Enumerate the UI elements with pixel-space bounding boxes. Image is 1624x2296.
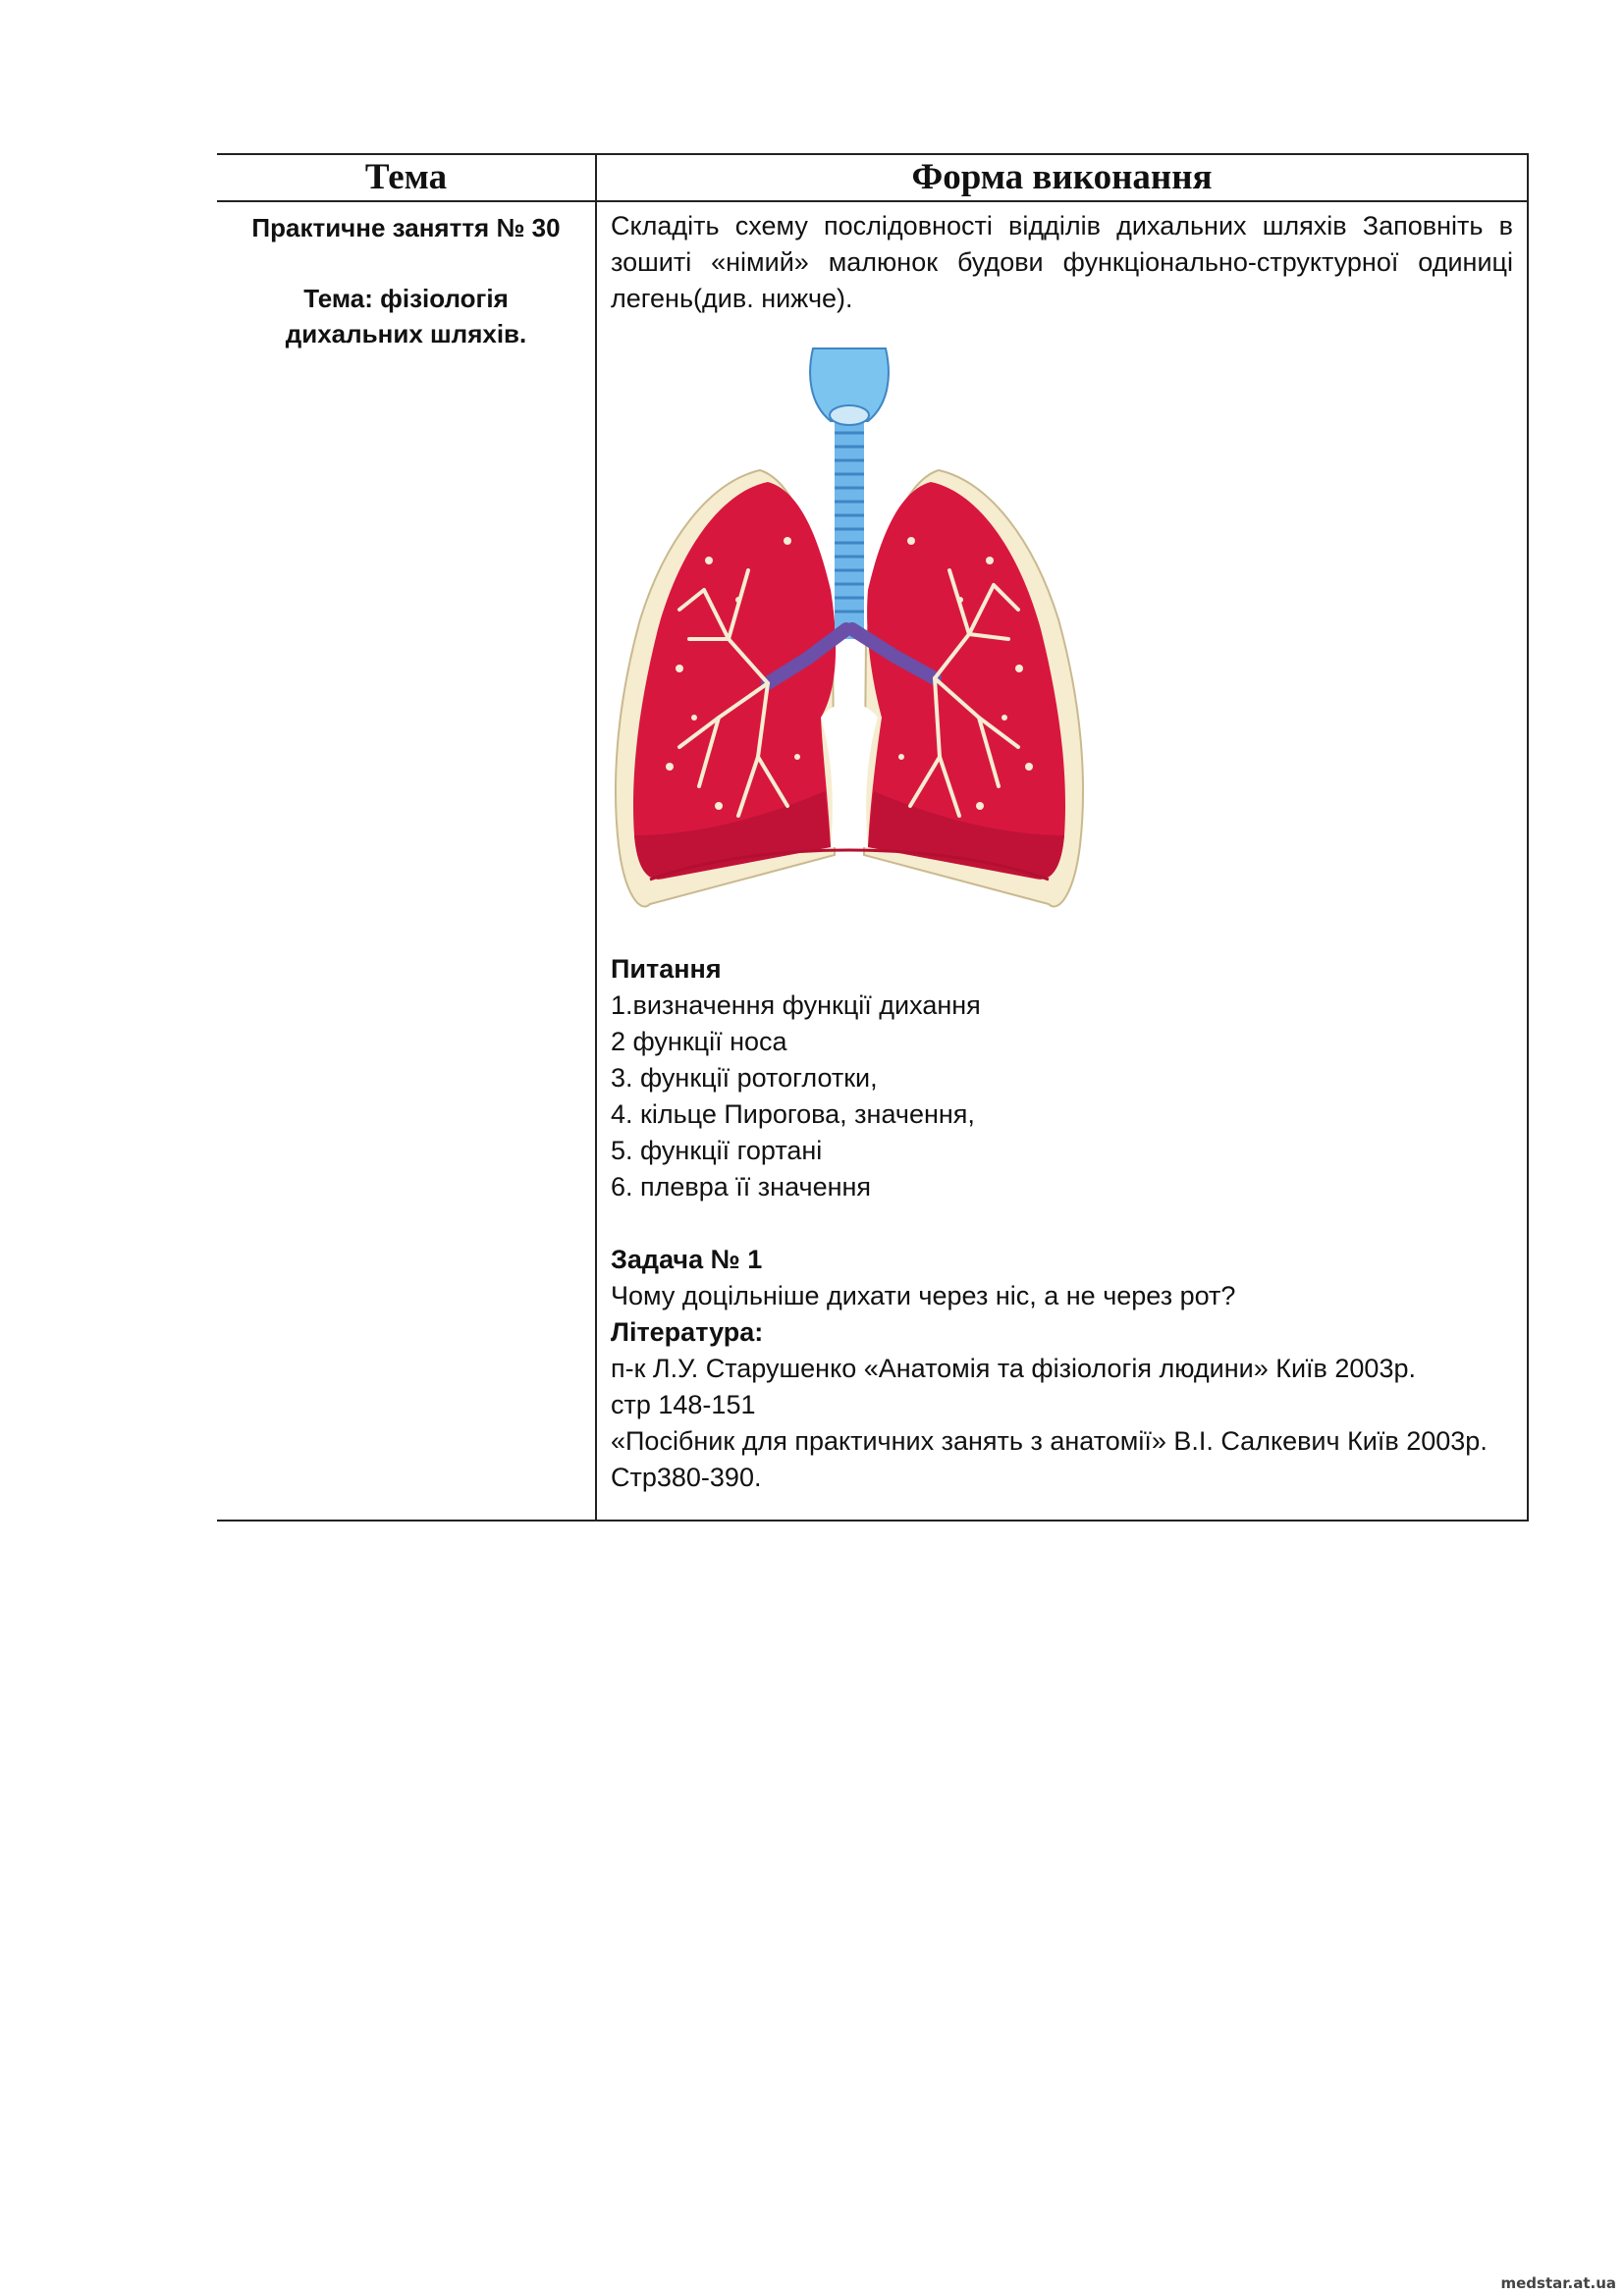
lesson-table [217,153,1529,1522]
literature-item: «Посібник для практичних занять з анатомії» В.І. Салкевич Київ 2003р. [611,1426,1488,1456]
literature-title: Література: [611,1317,764,1347]
header-form: Форма виконання [596,154,1528,201]
list-item: 2 функції носа [611,1027,787,1056]
task-question: Чому доцільніше дихати через ніс, а не через рот? [611,1281,1236,1310]
literature-item: Стр380-390. [611,1463,762,1492]
topic-cell [217,201,596,1521]
list-item: 1.визначення функції дихання [611,990,981,1020]
literature-item: п-к Л.У. Старушенко «Анатомія та фізіологія людини» Київ 2003р. [611,1354,1416,1383]
lesson-topic [225,281,587,351]
questions-title: Питання [611,954,722,984]
questions-list [611,988,1513,1205]
list-item: 3. функції ротоглотки, [611,1063,878,1093]
table-row [217,201,1528,1521]
header-topic: Тема [217,154,596,201]
form-cell [596,201,1528,1521]
lungs-figure [611,345,1088,914]
list-item: 6. плевра її значення [611,1172,872,1201]
lesson-number: Практичне заняття № 30 [251,213,561,242]
literature-item: стр 148-151 [611,1390,756,1419]
lungs-illustration-icon [611,345,1088,914]
lesson-sheet [217,153,1529,1522]
table-header-row [217,154,1528,201]
watermark: medstar.at.ua [1500,2274,1616,2292]
list-item: 5. функції гортані [611,1136,823,1165]
topic-line: Тема: фізіологія [303,284,509,313]
task-title: Задача № 1 [611,1245,763,1274]
task-text: Складіть схему послідовності відділів дихальних шляхів Заповніть в зошиті «німий» малюнок будови функціонально-структурної одиниці легень(див. нижче). [611,211,1513,313]
topic-line: дихальних шляхів. [285,319,527,348]
list-item: 4. кільце Пирогова, значення, [611,1099,975,1129]
